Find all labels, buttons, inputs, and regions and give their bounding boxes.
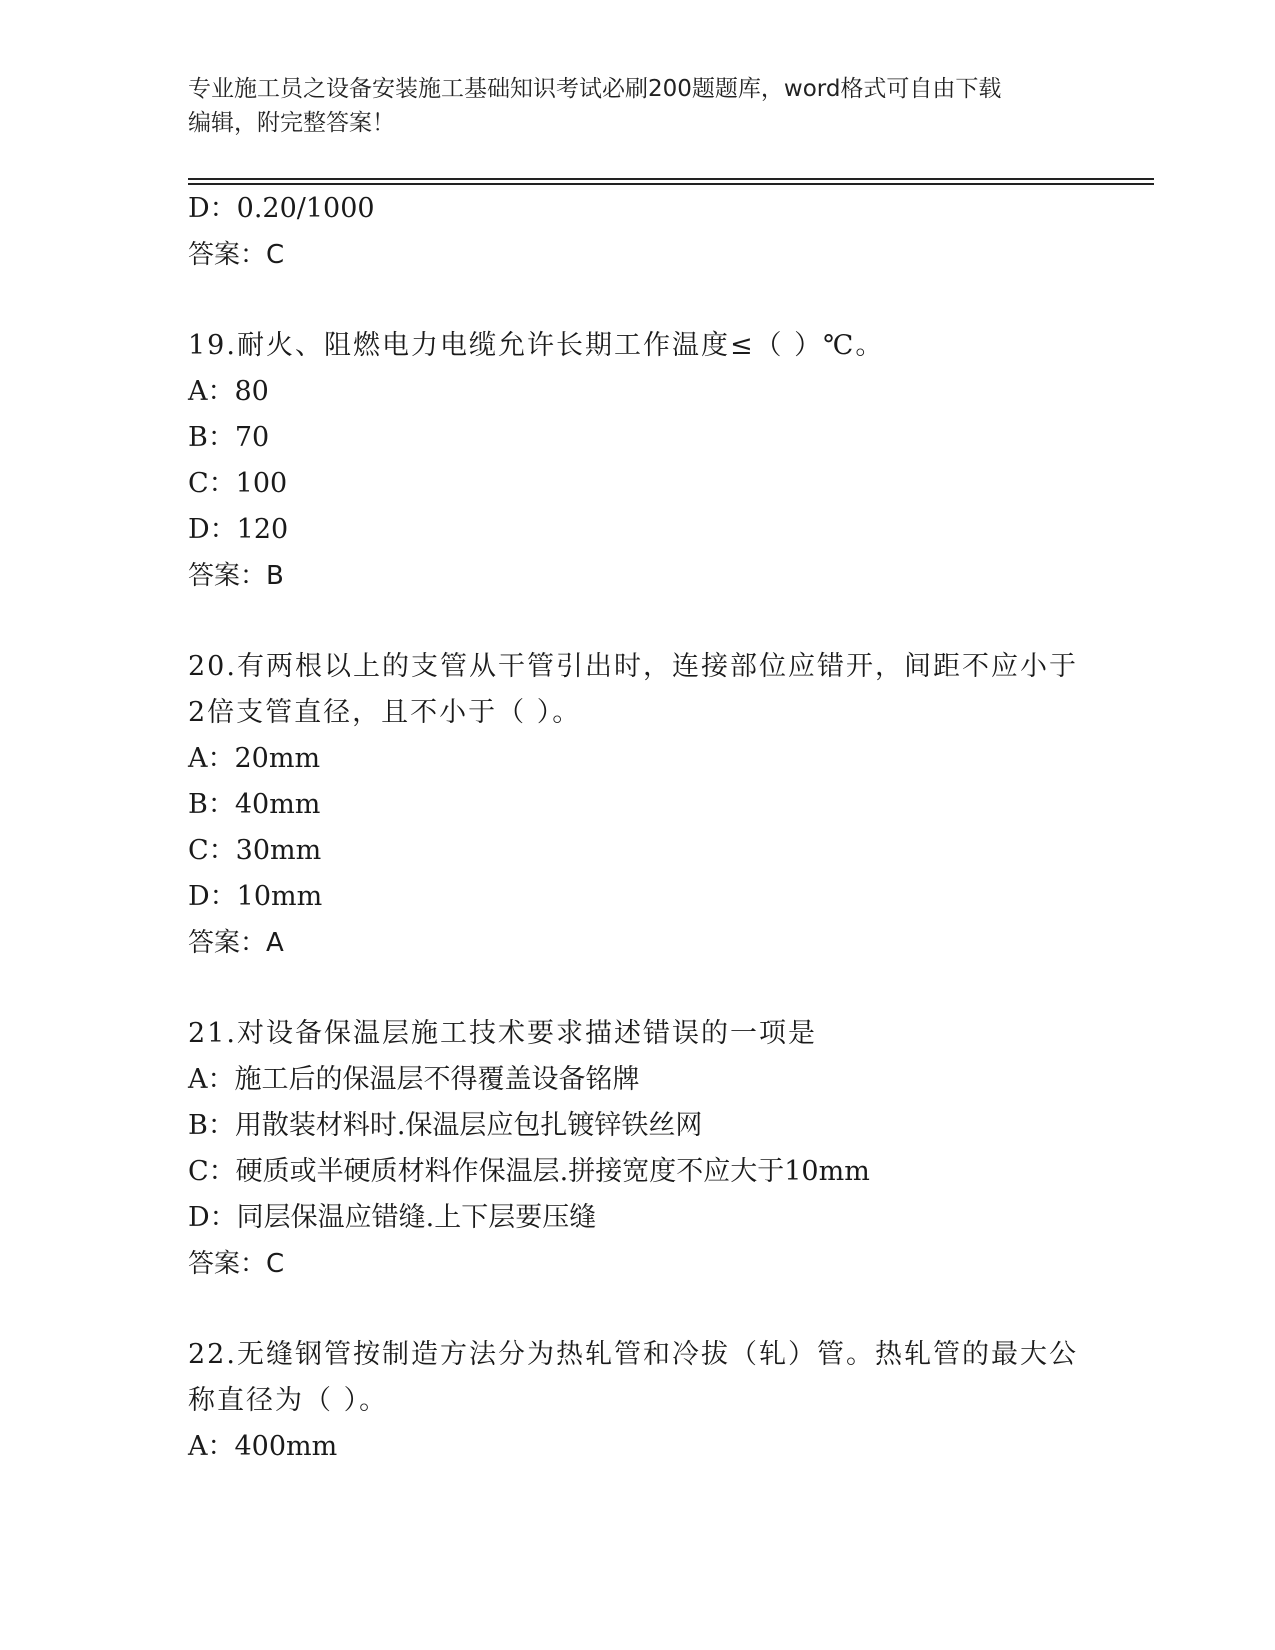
header-line-2: 编辑，附完整答案！ [188,110,395,136]
option-d: D：同层保温应错缝.上下层要压缝 [188,1202,597,1233]
option-a: A：施工后的保温层不得覆盖设备铭牌 [188,1064,640,1095]
header-divider-top [188,178,1154,180]
header-divider-bottom [188,183,1154,185]
question-21 [188,1011,1088,1287]
answer: 答案：B [188,561,284,591]
header-line-1: 专业施工员之设备安装施工基础知识考试必刷200题题库，word格式可自由下载 [188,76,1002,102]
option-a: A：20mm [188,743,321,774]
option-b: B：用散装材料时.保温层应包扎镀锌铁丝网 [188,1110,703,1141]
carryover-answer: 答案：C [188,240,285,270]
document-header [188,72,1088,140]
spacer [188,599,1088,644]
question-content [188,186,1088,1470]
question-stem: 19.耐火、阻燃电力电缆允许长期工作温度≤（ ）℃。 [188,330,885,361]
answer: 答案：C [188,1249,285,1279]
option-c: C：硬质或半硬质材料作保温层.拼接宽度不应大于10mm [188,1156,870,1187]
option-d: D：120 [188,514,289,545]
spacer [188,1287,1088,1332]
option-d: D：10mm [188,881,323,912]
option-b: B：70 [188,422,270,453]
question-stem-continued: 称直径为（ ）。 [188,1385,389,1416]
spacer [188,278,1088,323]
question-19 [188,323,1088,599]
question-stem: 21.对设备保温层施工技术要求描述错误的一项是 [188,1018,817,1049]
option-c: C：100 [188,468,288,499]
question-20 [188,644,1088,966]
carryover-option-d: D：0.20/1000 [188,193,375,224]
option-a: A：400mm [188,1431,338,1462]
option-b: B：40mm [188,789,321,820]
option-c: C：30mm [188,835,322,866]
spacer [188,966,1088,1011]
option-a: A：80 [188,376,269,407]
question-stem-continued: 2倍支管直径，且不小于（ ）。 [188,697,582,728]
question-stem: 22.无缝钢管按制造方法分为热轧管和冷拔（轧）管。热轧管的最大公 [188,1339,1078,1370]
question-22 [188,1332,1088,1470]
question-stem: 20.有两根以上的支管从干管引出时，连接部位应错开，间距不应小于 [188,651,1078,682]
answer: 答案：A [188,928,284,958]
